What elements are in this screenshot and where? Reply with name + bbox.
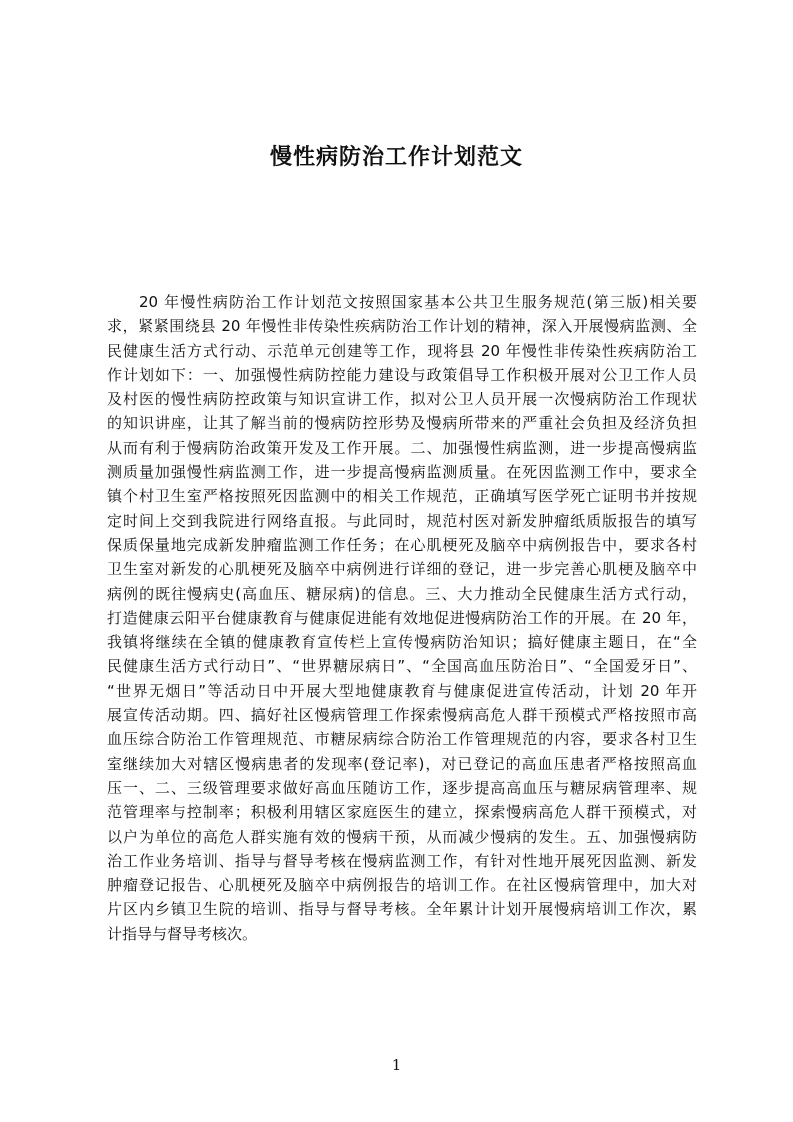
paragraph-line: 20 年慢性病防治工作计划范文按照国家基本公共卫生服务规范(第三版)相关要 [139,293,697,311]
page-number: 1 [391,1056,402,1074]
paragraph-line: 及村医的慢性病防控政策与知识宣讲工作，拟对公卫人员开展一次慢病防治工作现状 [107,390,697,409]
paragraph-line: 展宣传活动期。四、搞好社区慢病管理工作探索慢病高危人群干预模式严格按照市高 [107,706,697,725]
paragraph-line: 范管理率与控制率；积极利用辖区家庭医生的建立，探索慢病高危人群干预模式，对 [107,803,697,822]
paragraph-line: 计指导与督导考核次。 [107,924,258,943]
paragraph-line: 测质量加强慢性病监测工作，进一步提高慢病监测质量。在死因监测工作中，要求全 [107,463,697,482]
paragraph-line: 卫生室对新发的心肌梗死及脑卒中病例进行详细的登记，进一步完善心肌梗及脑卒中 [107,560,697,579]
paragraph-line: 从而有利于慢病防治政策开发及工作开展。二、加强慢性病监测，进一步提高慢病监 [107,438,697,457]
document-title: 慢性病防治工作计划范文 [269,145,523,170]
paragraph-line: 镇个村卫生室严格按照死因监测中的相关工作规范，正确填写医学死亡证明书并按规 [107,487,697,506]
paragraph-line: 以户为单位的高危人群实施有效的慢病干预，从而减少慢病的发生。五、加强慢病防 [107,827,697,846]
paragraph-line: 压一、二、三级管理要求做好高血压随访工作，逐步提高高血压与糖尿病管理率、规 [107,778,697,797]
paragraph-line: 的知识讲座，让其了解当前的慢病防控形势及慢病所带来的严重社会负担及经济负担 [107,414,697,433]
paragraph-line: 片区内乡镇卫生院的培训、指导与督导考核。全年累计计划开展慢病培训工作次，累 [107,900,697,919]
paragraph-line: 治工作业务培训、指导与督导考核在慢病监测工作，有针对性地开展死因监测、新发 [107,851,697,870]
paragraph-line: 病例的既往慢病史(高血压、糖尿病)的信息。三、大力推动全民健康生活方式行动， [107,584,697,603]
paragraph-line: 我镇将继续在全镇的健康教育宣传栏上宣传慢病防治知识；搞好健康主题日，在“全 [107,633,697,652]
paragraph-line: 打造健康云阳平台健康教育与健康促进能有效地促进慢病防治工作的开展。在 20 年， [107,608,697,627]
paragraph-line: 室继续加大对辖区慢病患者的发现率(登记率)，对已登记的高血压患者严格按照高血 [107,754,697,773]
paragraph-line: 作计划如下：一、加强慢性病防控能力建设与政策倡导工作积极开展对公卫工作人员 [107,365,697,384]
paragraph-line: 民健康生活方式行动日”、“世界糖尿病日”、“全国高血压防治日”、“全国爱牙日”、 [107,657,697,676]
paragraph-line: 民健康生活方式行动、示范单元创建等工作，现将县 20 年慢性非传染性疾病防治工 [107,341,697,360]
paragraph-line: 保质保量地完成新发肿瘤监测工作任务；在心肌梗死及脑卒中病例报告中，要求各村 [107,535,697,554]
body-paragraph [107,290,697,946]
paragraph-line: 血压综合防治工作管理规范、市糖尿病综合防治工作管理规范的内容，要求各村卫生 [107,730,697,749]
paragraph-line: 求，紧紧围绕县 20 年慢性非传染性疾病防治工作计划的精神，深入开展慢病监测、全 [107,317,697,336]
paragraph-line: 定时间上交到我院进行网络直报。与此同时，规范村医对新发肿瘤纸质版报告的填写 [107,511,697,530]
paragraph-line: 肿瘤登记报告、心肌梗死及脑卒中病例报告的培训工作。在社区慢病管理中，加大对 [107,876,697,895]
paragraph-line: “世界无烟日”等活动日中开展大型地健康教育与健康促进宣传活动，计划 20 年开 [107,681,697,700]
